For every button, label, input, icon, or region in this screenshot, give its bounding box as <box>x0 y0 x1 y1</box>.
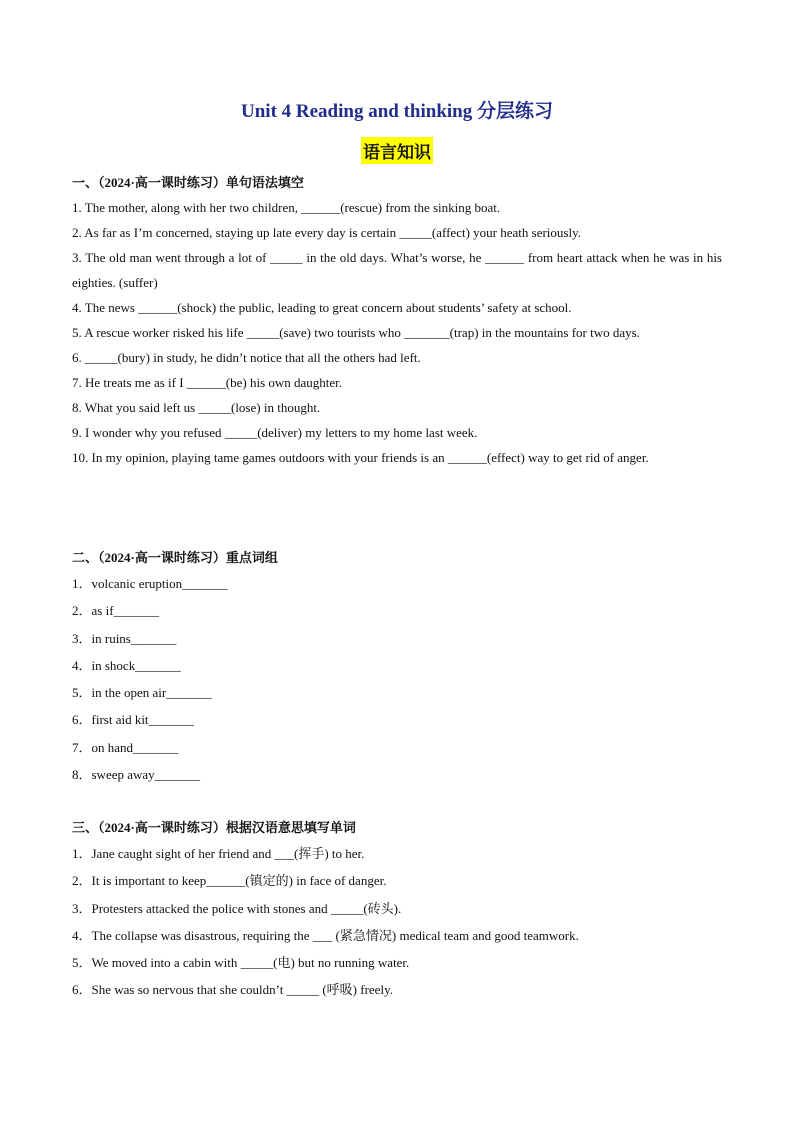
question-item: 7. He treats me as if I ______(be) his own daughter. <box>72 375 343 390</box>
question-item: 2. As far as I’m concerned, staying up late every day is certain _____(affect) your heath seriously. <box>72 225 581 240</box>
question-item: 10. In my opinion, playing tame games outdoors with your friends is an ______(effect) way to get rid of anger. <box>72 450 649 465</box>
question-item: 1．Jane caught sight of her friend and ___(挥手) to her. <box>72 846 365 861</box>
question-item: 5．We moved into a cabin with _____(电) but no running water. <box>72 955 410 971</box>
section-key-phrases <box>72 546 722 788</box>
question-item: 9. I wonder why you refused _____(deliver) my letters to my home last week. <box>72 425 478 440</box>
phrase-item: 7．on hand_______ <box>72 739 179 755</box>
section-heading: 三、（2024·高一课时练习）根据汉语意思填写单词 <box>72 820 356 835</box>
question-item: 3. The old man went through a lot of _____ in the old days. What’s worse, he ______ from heart attack when he was in his eighties. (suffer) <box>72 250 722 290</box>
phrase-item: 4．in shock_______ <box>72 657 181 673</box>
question-item: 2．It is important to keep______(镇定的) in face of danger. <box>72 873 387 889</box>
question-item: 3．Protesters attacked the police with stones and _____(砖头). <box>72 900 402 916</box>
question-item: 8. What you said left us _____(lose) in thought. <box>72 400 321 415</box>
question-item: 5. A rescue worker risked his life _____(save) two tourists who _______(trap) in the mountains for two days. <box>72 325 640 340</box>
question-item: 1. The mother, along with her two children, ______(rescue) from the sinking boat. <box>72 200 501 215</box>
section-chinese-to-word <box>72 816 722 1004</box>
question-item: 4. The news ______(shock) the public, leading to great concern about students’ safety at school. <box>72 300 572 315</box>
phrase-item: 5．in the open air_______ <box>72 685 212 701</box>
section-heading: 一、（2024·高一课时练习）单句语法填空 <box>72 175 304 190</box>
phrase-item: 2．as if_______ <box>72 603 160 619</box>
phrase-item: 8．sweep away_______ <box>72 767 201 783</box>
section-grammar-fill <box>72 171 722 470</box>
section-heading: 二、（2024·高一课时练习）重点词组 <box>72 550 278 565</box>
question-item: 6．She was so nervous that she couldn’t _____ (呼吸) freely. <box>72 982 393 998</box>
phrase-item: 1．volcanic eruption_______ <box>72 576 228 591</box>
question-item: 4．The collapse was disastrous, requiring the ___ (紧急情况) medical team and good teamwork. <box>72 927 579 943</box>
question-item: 6. _____(bury) in study, he didn’t notice that all the others had left. <box>72 350 421 365</box>
phrase-item: 3．in ruins_______ <box>72 630 177 646</box>
phrase-item: 6．first aid kit_______ <box>72 712 195 728</box>
page-title: Unit 4 Reading and thinking 分层练习 <box>241 101 553 122</box>
section-subtitle: 语言知识 <box>361 137 433 164</box>
